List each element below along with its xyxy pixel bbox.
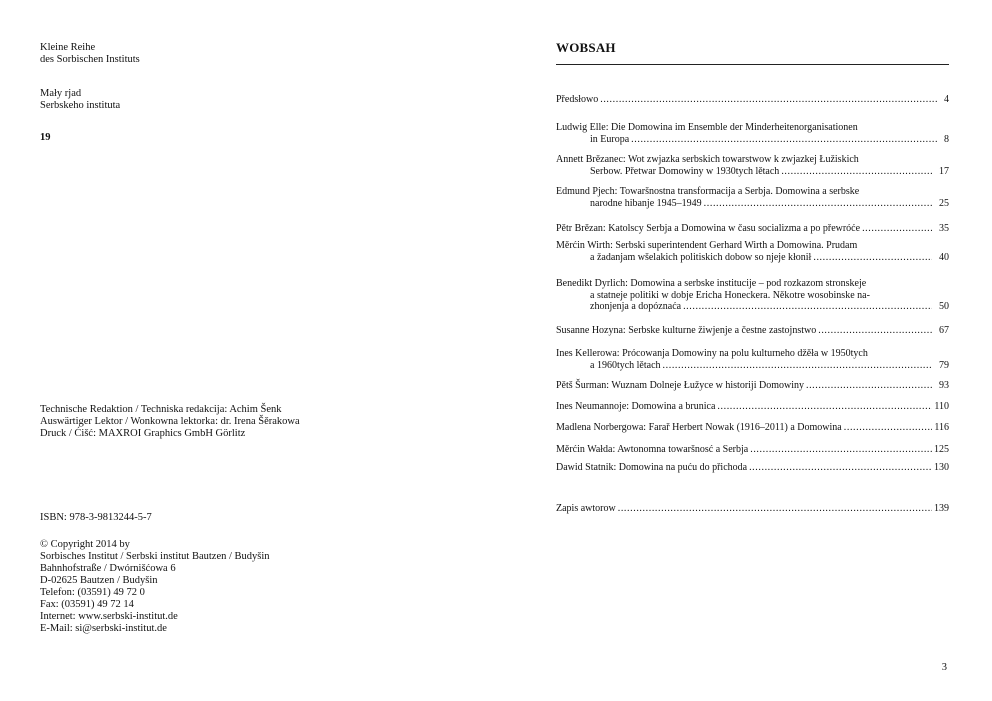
toc-entry-text: Pětr Brězan: Katolscy Serbja a Domowina w času socializma a po přewróće (556, 223, 861, 234)
toc-entry-text: narodne hibanje 1945–1949 (590, 197, 702, 209)
toc-leader-dots (663, 360, 932, 372)
copyright-line: Fax: (03591) 49 72 14 (40, 599, 134, 610)
toc-line (556, 252, 949, 264)
credits-block (40, 404, 300, 440)
toc-leader-dots (600, 94, 937, 106)
credit-line: Druck / Ćišć: MAXROI Graphics GmbH Görlitz (40, 428, 246, 439)
toc-leader-dots (683, 301, 932, 313)
toc-title: WOBSAH (556, 40, 616, 55)
toc-line (556, 198, 949, 210)
toc-leader-dots (717, 401, 932, 413)
series-line: Serbskeho instituta (40, 100, 121, 111)
toc-leader-dots (844, 422, 933, 434)
toc-entry (556, 348, 949, 371)
toc-leader-dots (618, 503, 932, 515)
toc-line (556, 503, 949, 515)
toc-line (556, 325, 949, 337)
toc-line (556, 380, 949, 392)
toc-line (556, 401, 949, 413)
toc-page-number: 116 (934, 422, 949, 433)
series-line: des Sorbischen Instituts (40, 54, 140, 65)
toc-page-number: 67 (939, 325, 949, 336)
copyright-line: Telefon: (03591) 49 72 0 (40, 587, 145, 598)
toc-entry (556, 462, 949, 474)
title-rule (556, 64, 949, 65)
toc-entry (556, 186, 949, 209)
toc-entry-text: Serbow. Přetwar Domowiny w 1930tych lětach (590, 165, 780, 177)
toc-line (556, 360, 949, 372)
toc-line (556, 166, 949, 178)
toc-page-number: 50 (939, 301, 949, 312)
toc-page-number: 110 (934, 401, 949, 412)
toc-line (556, 278, 949, 290)
copyright-line: Sorbisches Institut / Serbski institut Bautzen / Budyšin (40, 551, 270, 562)
credit-line: Auswärtiger Lektor / Wonkowna lektorka: dr. Irena Šěrakowa (40, 416, 300, 427)
toc-entry-text: Dawid Statnik: Domowina na puću do přichoda (556, 462, 748, 473)
toc-line (556, 348, 949, 360)
toc-line (556, 240, 949, 252)
toc-leader-dots (818, 325, 932, 337)
toc-entry (556, 240, 949, 263)
toc-line (556, 462, 949, 474)
toc-entry-text: zhonjenja a dopóznaća (590, 301, 682, 312)
toc-entry (556, 278, 949, 313)
toc-page-number: 139 (934, 503, 949, 514)
toc-entry-text: Předsłowo (556, 94, 599, 105)
toc-entry (556, 422, 949, 434)
toc-line (556, 154, 949, 166)
toc-entry-text: Zapis awtorow (556, 503, 616, 514)
toc-entry (556, 325, 949, 337)
toc-entry-text: Měrćin Wirth: Serbski superintendent Gerhard Wirth a Domowina. Prudam (556, 240, 858, 251)
toc-entry (556, 380, 949, 392)
toc-entry (556, 444, 949, 456)
toc-entry (556, 503, 949, 515)
series-line: Kleine Reihe (40, 42, 96, 53)
isbn: ISBN: 978-3-9813244-5-7 (40, 512, 152, 523)
toc-leader-dots (631, 134, 937, 146)
toc-entry-text: Edmund Pjech: Towaršnostna transformacija a Serbja. Domowina a serbske (556, 186, 860, 197)
toc-entry-text: Ines Kellerowa: Prócowanja Domowiny na polu kulturneho džěła w 1950tych (556, 348, 868, 359)
toc-line (556, 301, 949, 313)
toc-page-number: 93 (939, 380, 949, 391)
toc-line (556, 422, 949, 434)
toc-page-number: 125 (934, 444, 949, 455)
copyright-line: Internet: www.serbski-institut.de (40, 611, 178, 622)
toc-line (556, 134, 949, 146)
toc-entry-text: a statneje politiki w dobje Ericha Honeckera. Někotre wosobinske na- (590, 289, 870, 301)
toc-leader-dots (781, 166, 932, 178)
toc-entry-text: in Europa (590, 133, 630, 145)
toc-page-number: 17 (939, 165, 949, 177)
copyright-line: E-Mail: si@serbski-institut.de (40, 623, 167, 634)
toc-leader-dots (749, 462, 932, 474)
page-number: 3 (941, 662, 947, 673)
toc-entry (556, 223, 949, 235)
credit-line: Technische Redaktion / Techniska redakcija: Achim Šenk (40, 404, 282, 415)
toc-page-number: 79 (939, 359, 949, 371)
series-line: Mały rjad (40, 88, 82, 99)
toc-entry (556, 94, 949, 106)
toc-entry-text: Ines Neumannoje: Domowina a brunica (556, 401, 716, 412)
toc-leader-dots (862, 223, 932, 235)
toc-entry-text: a 1960tych lětach (590, 359, 661, 371)
toc-page-number: 40 (939, 251, 949, 263)
series-number: 19 (40, 132, 51, 143)
toc-line (556, 290, 949, 302)
toc-entry-text: Susanne Hozyna: Serbske kulturne žiwjenje a čestne zastojnstwo (556, 325, 817, 336)
toc-page-number: 25 (939, 197, 949, 209)
toc-leader-dots (704, 198, 932, 210)
toc-entry (556, 154, 949, 177)
toc-page-number: 130 (934, 462, 949, 473)
toc-leader-dots (750, 444, 932, 456)
copyright-line: © Copyright 2014 by (40, 539, 130, 550)
toc-entry-text: Ludwig Elle: Die Domowina im Ensemble der Minderheitenorganisationen (556, 122, 858, 133)
toc-entry-text: a žadanjam wšelakich politiskich dobow so njeje kłonił (590, 251, 812, 263)
toc-page-number: 35 (939, 223, 949, 234)
toc-entry (556, 401, 949, 413)
toc-line (556, 186, 949, 198)
toc-entry-text: Annett Brězanec: Wot zwjazka serbskich towarstwow k zwjazkej Łužiskich (556, 154, 859, 165)
toc-entry-text: Pětš Šurman: Wuznam Dolneje Łužyce w historiji Domowiny (556, 380, 804, 391)
series-title-sorbian (40, 88, 120, 112)
copyright-block (40, 539, 270, 635)
toc-entry (556, 122, 949, 145)
toc-page-number: 8 (944, 133, 949, 145)
toc-entry-text: Madlena Norbergowa: Farař Herbert Nowak (1916–2011) a Domowina (556, 422, 842, 433)
toc-line (556, 122, 949, 134)
series-title-german (40, 42, 140, 66)
toc-page-number: 4 (944, 94, 949, 105)
toc-leader-dots (813, 252, 932, 264)
toc-entry-text: Benedikt Dyrlich: Domowina a serbske institucije – pod rozkazom stronskeje (556, 278, 867, 289)
copyright-line: Bahnhofstraße / Dwórnišćowa 6 (40, 563, 176, 574)
copyright-line: D-02625 Bautzen / Budyšin (40, 575, 158, 586)
toc-line (556, 94, 949, 106)
toc-leader-dots (806, 380, 932, 392)
toc-entry-text: Měrćin Wałda: Awtonomna towaršnosć a Serbja (556, 444, 749, 455)
toc-line (556, 444, 949, 456)
toc-line (556, 223, 949, 235)
